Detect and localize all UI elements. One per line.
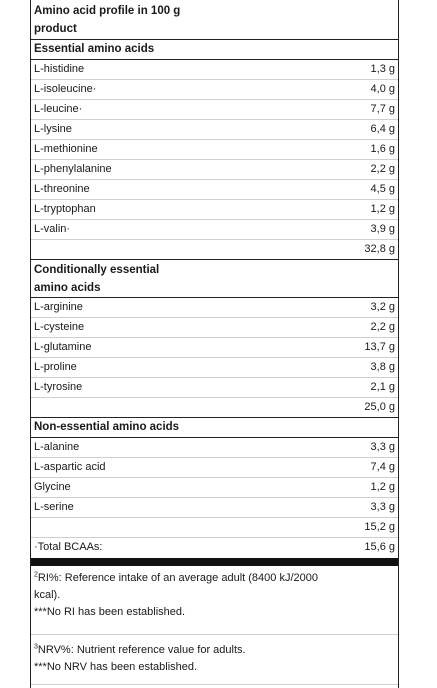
essential-total: 32,8 g xyxy=(364,243,395,255)
amino-acid-name: L-lysine xyxy=(34,123,72,135)
table-row xyxy=(31,338,398,358)
nrv-footnote-marker: 3 xyxy=(34,643,38,651)
amino-acid-name: L-proline xyxy=(34,361,77,373)
amino-acid-name: Glycine xyxy=(34,481,71,493)
amino-acid-name: L-tyrosine xyxy=(34,381,83,393)
amino-acid-name: L-isoleucine· xyxy=(34,83,97,95)
table-row xyxy=(31,358,398,378)
table-row xyxy=(31,200,398,220)
amino-acid-name: L-aspartic acid xyxy=(34,461,106,473)
nrv-footnote-line1 xyxy=(34,642,395,659)
table-row xyxy=(31,140,398,160)
thick-divider xyxy=(31,558,398,566)
bcaa-row xyxy=(31,538,398,558)
conditional-heading-line2: amino acids xyxy=(34,282,101,294)
conditional-heading-line1: Conditionally essential xyxy=(34,264,160,276)
conditional-heading xyxy=(34,261,395,297)
table-row xyxy=(31,478,398,498)
amino-acid-name: L-arginine xyxy=(34,301,83,313)
nonessential-total-row xyxy=(31,518,398,538)
amino-acid-value: 3,9 g xyxy=(370,223,395,235)
amino-acid-name: L-glutamine xyxy=(34,341,92,353)
nonessential-heading-row xyxy=(31,418,398,438)
table-row xyxy=(31,220,398,240)
amino-acid-value: 2,2 g xyxy=(370,321,395,333)
amino-acid-name: L-alanine xyxy=(34,441,80,453)
bcaa-label: ·Total BCAAs: xyxy=(34,541,103,553)
amino-acid-value: 6,4 g xyxy=(370,123,395,135)
bcaa-value: 15,6 g xyxy=(364,541,395,553)
nonessential-total: 15,2 g xyxy=(364,521,395,533)
amino-acid-value: 3,3 g xyxy=(370,501,395,513)
amino-acid-value: 7,4 g xyxy=(370,461,395,473)
conditional-total-row xyxy=(31,398,398,418)
nrv-none-note: ***No NRV has been established. xyxy=(34,661,198,673)
amino-acid-name: L-histidine xyxy=(34,63,85,75)
table-row xyxy=(31,378,398,398)
table-row xyxy=(31,458,398,478)
amino-acid-value: 3,2 g xyxy=(370,301,395,313)
bottom-divider xyxy=(31,684,398,685)
ri-footnote-text: RI%: Reference intake of an average adult (8400 kJ/2000 xyxy=(37,572,318,584)
amino-acid-value: 4,5 g xyxy=(370,183,395,195)
amino-acid-name: L-phenylalanine xyxy=(34,163,112,175)
amino-acid-value: 4,0 g xyxy=(370,83,395,95)
essential-total-row xyxy=(31,240,398,260)
amino-acid-value: 1,3 g xyxy=(370,63,395,75)
table-title-line1: Amino acid profile in 100 g xyxy=(34,5,181,17)
nonessential-heading: Non-essential amino acids xyxy=(34,421,180,433)
amino-acid-value: 2,2 g xyxy=(370,163,395,175)
table-title-line2: product xyxy=(34,23,77,35)
amino-acid-name: L-serine xyxy=(34,501,74,513)
essential-heading-row xyxy=(31,40,398,60)
amino-acid-value: 7,7 g xyxy=(370,103,395,115)
amino-acid-value: 1,2 g xyxy=(370,203,395,215)
amino-acid-name: L-threonine xyxy=(34,183,90,195)
table-row xyxy=(31,498,398,518)
ri-none-note: ***No RI has been established. xyxy=(34,606,186,618)
amino-acid-name: L-tryptophan xyxy=(34,203,96,215)
amino-acid-name: L-valin· xyxy=(34,223,71,235)
ri-footnote-marker: 2 xyxy=(34,571,38,579)
amino-acid-value: 13,7 g xyxy=(364,341,395,353)
amino-acid-value: 1,2 g xyxy=(370,481,395,493)
amino-acid-name: L-cysteine xyxy=(34,321,85,333)
conditional-heading-row xyxy=(31,260,398,298)
table-row xyxy=(31,318,398,338)
amino-acid-name: L-leucine· xyxy=(34,103,83,115)
table-title-row xyxy=(31,0,398,40)
amino-acid-value: 3,8 g xyxy=(370,361,395,373)
ri-footnote-line1 xyxy=(34,570,395,587)
table-row xyxy=(31,100,398,120)
amino-acid-name: L-methionine xyxy=(34,143,98,155)
table-row xyxy=(31,438,398,458)
conditional-total: 25,0 g xyxy=(364,401,395,413)
table-row xyxy=(31,160,398,180)
table-row xyxy=(31,80,398,100)
table-title xyxy=(34,2,395,38)
nrv-footnote-text: NRV%: Nutrient reference value for adults. xyxy=(37,644,246,656)
table-row xyxy=(31,298,398,318)
amino-acid-value: 1,6 g xyxy=(370,143,395,155)
essential-heading: Essential amino acids xyxy=(34,43,155,55)
ri-footnote xyxy=(34,570,395,621)
ri-footnote-line2: kcal). xyxy=(34,589,61,601)
table-row xyxy=(31,120,398,140)
amino-acid-value: 3,3 g xyxy=(370,441,395,453)
footnote-divider xyxy=(31,634,398,635)
table-row xyxy=(31,60,398,80)
amino-acid-value: 2,1 g xyxy=(370,381,395,393)
nrv-footnote xyxy=(34,642,395,676)
table-row xyxy=(31,180,398,200)
amino-acid-table xyxy=(30,0,399,688)
